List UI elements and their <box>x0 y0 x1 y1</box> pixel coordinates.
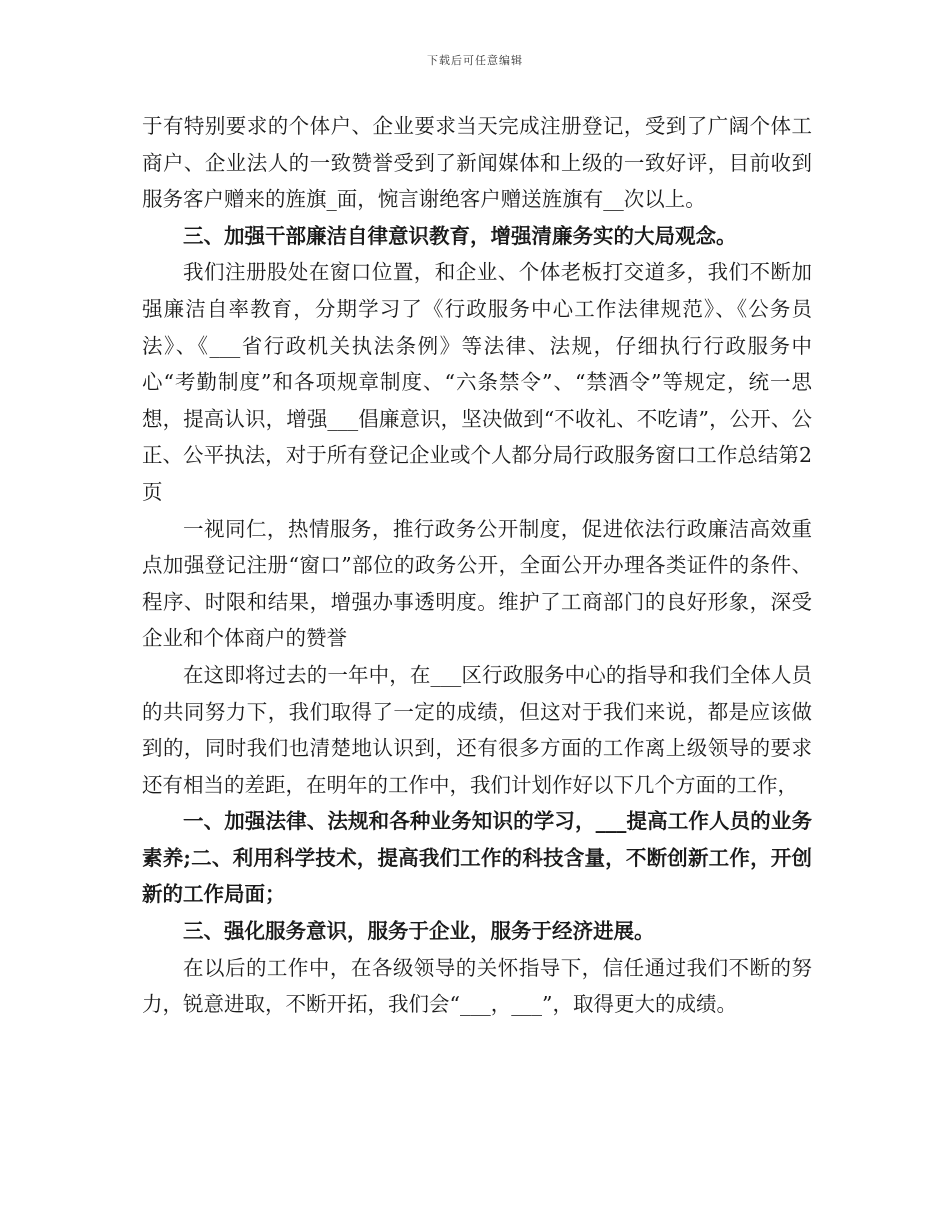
section-heading-3: 三、加强干部廉洁自律意识教育，增强清廉务实的大局观念。 <box>183 223 737 248</box>
paragraph-3: 我们注册股处在窗口位置，和企业、个体老板打交道多，我们不断加强廉洁自率教育，分期学习了《行政服务中心工作法律规范》、《公务员法》、《___省行政机关执法条例》等法律、法规，仔细执行行政服务中心“考勤制度”和各项规章制度、“六条禁令”、“禁酒令”等规定，统一思想，提高认识，增强___倡廉意识，坚决做到“不收礼、不吃请”，公开、公正、公平执法，对于所有登记企业或个人都分局行政服务窗口工作总结第2页 <box>142 260 812 504</box>
document-body <box>142 108 812 1023</box>
paragraph-1: 于有特别要求的个体户、企业要求当天完成注册登记，受到了广阔个体工商户、企业法人的一致赞誉受到了新闻媒体和上级的一致好评，目前收到服务客户赠来的旌旗_面，惋言谢绝客户赠送旌旗有__次以上。 <box>142 114 812 212</box>
plan-items-heading: 一、加强法律、法规和各种业务知识的学习，___提高工作人员的业务素养;二、利用科学技术，提高我们工作的科技含量，不断创新工作，开创新的工作局面； <box>142 809 812 907</box>
closing-paragraph: 在以后的工作中，在各级领导的关怀指导下，信任通过我们不断的努力，锐意进取，不断开拓，我们会“___，___”，取得更大的成绩。 <box>142 955 812 1017</box>
page-header: 下载后可任意编辑 <box>427 54 523 67</box>
paragraph-5: 在这即将过去的一年中，在___区行政服务中心的指导和我们全体人员的共同努力下，我们取得了一定的成绩，但这对于我们来说，都是应该做到的，同时我们也清楚地认识到，还有很多方面的工作离上级领导的要求还有相当的差距，在明年的工作中，我们计划作好以下几个方面的工作， <box>142 662 812 797</box>
plan-item-3-heading: 三、强化服务意识，服务于企业，服务于经济进展。 <box>183 919 655 944</box>
paragraph-4: 一视同仁，热情服务，推行政务公开制度，促进依法行政廉洁高效重点加强登记注册“窗口”部位的政务公开，全面公开办理各类证件的条件、程序、时限和结果，增强办事透明度。维护了工商部门的良好形象，深受企业和个体商户的赞誉 <box>142 516 812 651</box>
